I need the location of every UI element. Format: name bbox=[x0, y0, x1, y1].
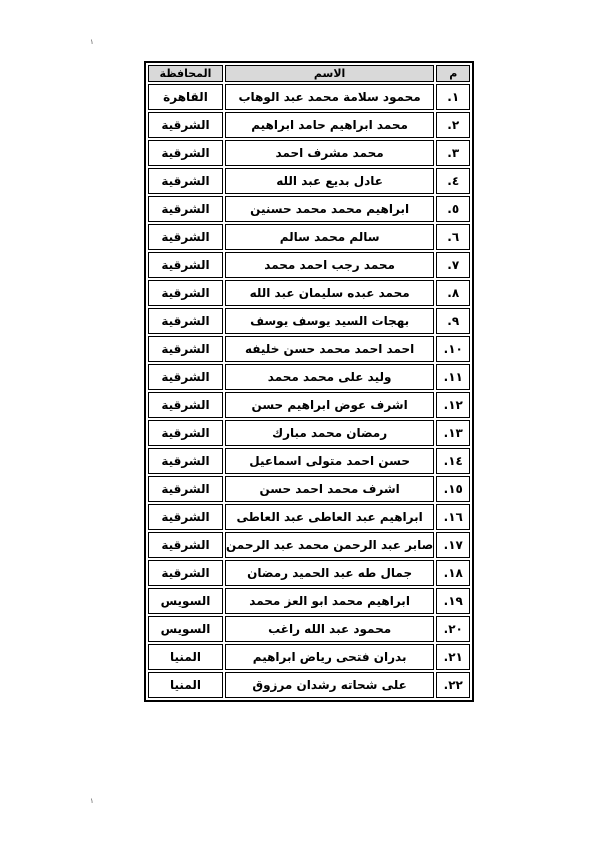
table-row bbox=[148, 336, 470, 362]
row-name-cell: بدران فتحى رياض ابراهيم bbox=[225, 644, 434, 670]
row-name-cell: بهجات السيد يوسف يوسف bbox=[225, 308, 434, 334]
row-number-cell: ٢٢. bbox=[436, 672, 470, 698]
table-row bbox=[148, 196, 470, 222]
row-governorate-cell: السويس bbox=[148, 616, 223, 642]
row-number-cell: ٢٠. bbox=[436, 616, 470, 642]
row-number-cell: ٩. bbox=[436, 308, 470, 334]
header-governorate: المحافظة bbox=[148, 65, 223, 82]
row-number-cell: ٨. bbox=[436, 280, 470, 306]
row-number-cell: ٦. bbox=[436, 224, 470, 250]
row-name-cell: محمود عبد الله راغب bbox=[225, 616, 434, 642]
row-governorate-cell: الشرقية bbox=[148, 448, 223, 474]
row-name-cell: اشرف محمد احمد حسن bbox=[225, 476, 434, 502]
table-row bbox=[148, 448, 470, 474]
table-row bbox=[148, 308, 470, 334]
names-table bbox=[144, 61, 474, 702]
row-governorate-cell: الشرقية bbox=[148, 252, 223, 278]
row-number-cell: ٤. bbox=[436, 168, 470, 194]
row-name-cell: على شحاته رشدان مرزوق bbox=[225, 672, 434, 698]
table-row bbox=[148, 84, 470, 110]
table-header-row bbox=[148, 65, 470, 82]
row-governorate-cell: القاهرة bbox=[148, 84, 223, 110]
row-governorate-cell: الشرقية bbox=[148, 168, 223, 194]
row-number-cell: ١. bbox=[436, 84, 470, 110]
row-name-cell: حسن احمد متولى اسماعيل bbox=[225, 448, 434, 474]
table-row bbox=[148, 224, 470, 250]
row-name-cell: وليد على محمد محمد bbox=[225, 364, 434, 390]
row-governorate-cell: الشرقية bbox=[148, 336, 223, 362]
row-number-cell: ١٤. bbox=[436, 448, 470, 474]
table-row bbox=[148, 392, 470, 418]
row-governorate-cell: المنيا bbox=[148, 644, 223, 670]
table-row bbox=[148, 168, 470, 194]
row-number-cell: ٧. bbox=[436, 252, 470, 278]
row-name-cell: عادل بديع عبد الله bbox=[225, 168, 434, 194]
row-number-cell: ١١. bbox=[436, 364, 470, 390]
table-row bbox=[148, 616, 470, 642]
row-name-cell: ابراهيم محمد محمد حسنين bbox=[225, 196, 434, 222]
row-name-cell: ابراهيم عبد العاطى عبد العاطى bbox=[225, 504, 434, 530]
row-governorate-cell: الشرقية bbox=[148, 140, 223, 166]
table-row bbox=[148, 280, 470, 306]
row-governorate-cell: الشرقية bbox=[148, 532, 223, 558]
row-governorate-cell: الشرقية bbox=[148, 504, 223, 530]
row-number-cell: ١٢. bbox=[436, 392, 470, 418]
header-name: الاسم bbox=[225, 65, 434, 82]
page-mark-bottom: ١ bbox=[90, 797, 94, 805]
row-name-cell: محمد ابراهيم حامد ابراهيم bbox=[225, 112, 434, 138]
table-row bbox=[148, 560, 470, 586]
table-row bbox=[148, 644, 470, 670]
row-governorate-cell: الشرقية bbox=[148, 392, 223, 418]
row-number-cell: ١٣. bbox=[436, 420, 470, 446]
row-name-cell: محمد عبده سليمان عبد الله bbox=[225, 280, 434, 306]
row-number-cell: ١٧. bbox=[436, 532, 470, 558]
table-row bbox=[148, 504, 470, 530]
row-governorate-cell: الشرقية bbox=[148, 364, 223, 390]
row-number-cell: ٥. bbox=[436, 196, 470, 222]
row-name-cell: سالم محمد سالم bbox=[225, 224, 434, 250]
page-mark-top: ١ bbox=[90, 38, 94, 46]
table-row bbox=[148, 252, 470, 278]
row-governorate-cell: الشرقية bbox=[148, 224, 223, 250]
row-governorate-cell: الشرقية bbox=[148, 280, 223, 306]
table-row bbox=[148, 588, 470, 614]
row-name-cell: صابر عبد الرحمن محمد عبد الرحمن bbox=[225, 532, 434, 558]
row-name-cell: محمود سلامة محمد عبد الوهاب bbox=[225, 84, 434, 110]
row-name-cell: محمد مشرف احمد bbox=[225, 140, 434, 166]
row-name-cell: احمد احمد محمد حسن خليفه bbox=[225, 336, 434, 362]
row-name-cell: اشرف عوض ابراهيم حسن bbox=[225, 392, 434, 418]
row-governorate-cell: الشرقية bbox=[148, 196, 223, 222]
row-number-cell: ١٥. bbox=[436, 476, 470, 502]
row-name-cell: رمضان محمد مبارك bbox=[225, 420, 434, 446]
row-name-cell: ابراهيم محمد ابو العز محمد bbox=[225, 588, 434, 614]
row-number-cell: ١٨. bbox=[436, 560, 470, 586]
table-row bbox=[148, 112, 470, 138]
row-name-cell: جمال طه عبد الحميد رمضان bbox=[225, 560, 434, 586]
table-row bbox=[148, 364, 470, 390]
row-number-cell: ١٩. bbox=[436, 588, 470, 614]
row-number-cell: ٢. bbox=[436, 112, 470, 138]
row-governorate-cell: الشرقية bbox=[148, 476, 223, 502]
row-number-cell: ٢١. bbox=[436, 644, 470, 670]
row-governorate-cell: الشرقية bbox=[148, 112, 223, 138]
row-governorate-cell: الشرقية bbox=[148, 420, 223, 446]
table-row bbox=[148, 140, 470, 166]
table-row bbox=[148, 476, 470, 502]
row-governorate-cell: الشرقية bbox=[148, 308, 223, 334]
row-number-cell: ٣. bbox=[436, 140, 470, 166]
row-governorate-cell: المنيا bbox=[148, 672, 223, 698]
row-name-cell: محمد رجب احمد محمد bbox=[225, 252, 434, 278]
row-governorate-cell: السويس bbox=[148, 588, 223, 614]
header-num: م bbox=[436, 65, 470, 82]
row-governorate-cell: الشرقية bbox=[148, 560, 223, 586]
row-number-cell: ١٦. bbox=[436, 504, 470, 530]
row-number-cell: ١٠. bbox=[436, 336, 470, 362]
table-row bbox=[148, 672, 470, 698]
table-row bbox=[148, 420, 470, 446]
table-row bbox=[148, 532, 470, 558]
